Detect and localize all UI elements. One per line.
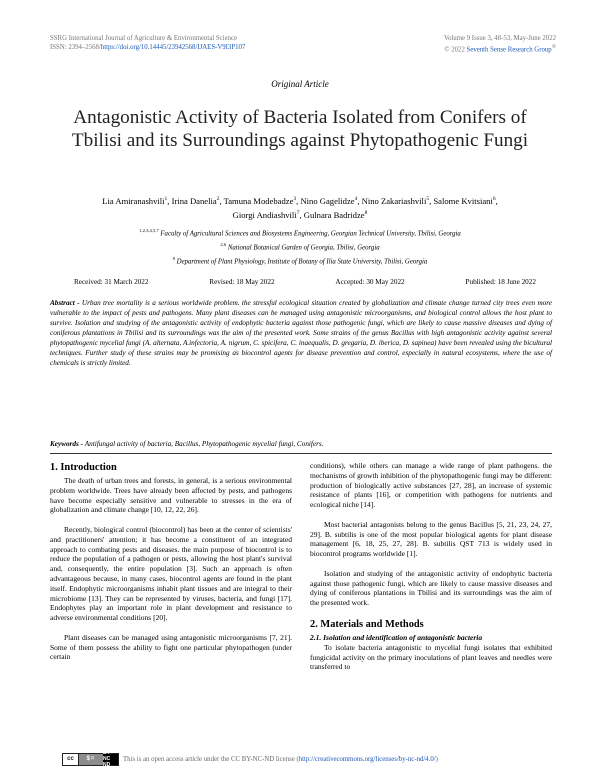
body-column-left <box>50 461 292 662</box>
registered-mark: ® <box>551 44 556 50</box>
copyright-line <box>444 43 556 54</box>
body-column-right <box>310 461 552 672</box>
author: Giorgi Andiashvili$^7$, <box>232 209 304 220</box>
license-link[interactable]: http://creativecommons.org/licenses/by-nc-nd/4.0/ <box>298 755 436 763</box>
issn: ISSN: 2394–2568/ <box>50 44 101 51</box>
license-footer <box>62 752 562 766</box>
introduction-heading: 1. Introduction <box>50 462 117 473</box>
revised-date: Revised: 18 May 2022 <box>209 278 275 286</box>
abstract <box>50 298 552 368</box>
abstract-text: Urban tree mortality is a serious worldwide problem. the stressful ecological situation created by globalization and climate change turned city trees even more vulnerable to the impact of pests and pathogens. Many plant diseases can be managed using antagonistic microorganisms, and biological control allows the host plant to survive. Isolation and studying of the antagonistic activity of endophytic bacteria against those pathogenic fungi, which are likely to cause massive diseases and dying of coniferous plantations in Tbilisi and its surroundings was the aim of the presented work. Some strains of the genus Bacillus with high antagonistic activity against several phytopathogenic mycelial fungi (A. alternata, A.infectoria, A. nigrum, C. spicifera, C. inaequalis, D. gregaria, D. iberica, D. sapinea) have been revealed using the bicultural techniques. Further study of these strains may be promising as biocontrol agents for disease prevention and control, especially in natural ecosystems, where the use of chemicals is strictly limited. <box>50 299 552 367</box>
publisher-name: Seventh Sense Research Group <box>466 46 552 54</box>
publication-dates <box>50 278 560 286</box>
journal-header-right <box>444 34 556 54</box>
author: Nino Zakariashvili$^5$, <box>361 195 434 206</box>
methods-subheading: 2.1. Isolation and identification of antagonistic bacteria <box>310 632 483 642</box>
methods-heading: 2. Materials and Methods <box>310 618 424 630</box>
affiliations <box>40 226 560 267</box>
author: Salome Kvitsiani$^6$, <box>433 195 498 206</box>
author: Lia Amiranashvili$^1$, <box>102 195 172 206</box>
paragraph: Recently, biological control (biocontrol) has been at the center of scientists' and practitioners' attention; it has become a constituent of an integrated approach to combating pests and diseases. the main purpose of biocontrol is to reduce the population of a pathogen or pests, allowing the host plant's survival and, consequently, the entire population [3]. Such an approach is often advantageous because, in many cases, biocontrol agents are found in the plant itself. Endophytic microorganisms inhabit plant tissues and are integral to their microbiome [13]. They can be represented by viruses, bacteria, and fungi [17]. Endophytes play an important role in plant development and resistance to adverse environmental conditions [20]. <box>50 524 292 623</box>
paragraph: conditions), while others can manage a wide range of plant pathogens. the mechanisms of growth inhibition of the phytopathogenic fungi may be different: production of biologically active substances [27, 28], an increase of systemic resistance of plants [16], or competition with pathogens for nutrients and ecological niche [14]. <box>310 461 552 510</box>
issn-doi-line <box>50 43 245 52</box>
volume-info: Volume 9 Issue 3, 48-53, May-June 2022 <box>443 35 556 42</box>
section-divider <box>50 453 552 454</box>
journal-name: SSRG International Journal of Agriculture & Environmental Science <box>50 35 238 42</box>
keywords <box>50 439 552 449</box>
nc-nd-icon: $= <box>79 754 103 765</box>
author-list <box>40 193 560 221</box>
author: Tamuna Modebadze$^3$, <box>223 195 301 206</box>
accepted-date: Accepted: 30 May 2022 <box>335 278 405 286</box>
affiliation-item: $^8$ Department of Plant Physiology, Institute of Botany of Ilia State University, Tbilisi, Georgia <box>172 255 428 265</box>
cc-icon: cc <box>63 754 79 765</box>
author: Nino Gagelidze$^4$, <box>300 195 362 206</box>
paragraph: Plant diseases can be managed using antagonistic microorganisms [7, 21]. Some of them possess the ability to fight one particular phytopathogen (under certain <box>50 632 292 662</box>
license-text: This is an open access article under the CC BY-NC-ND license ( <box>123 755 299 763</box>
doi-link[interactable]: https://doi.org/10.14445/23942568/IJAES-V9I3P107 <box>100 44 246 51</box>
received-date: Received: 31 March 2022 <box>74 278 149 286</box>
keywords-text: Antifungal activity of bacteria, Bacillus, Phytopathogenic mycelial fungi, Conifers. <box>84 440 324 448</box>
author: Irina Danelia$^2$, <box>171 195 224 206</box>
journal-header-left <box>50 34 245 52</box>
paragraph: To isolate bacteria antagonistic to mycelial fungi isolates that exhibited fungicidal activity on the primary inoculations of plant leaves and needles were transferred to <box>310 642 552 672</box>
affiliation-item: $^{2,6}$ National Botanical Garden of Georgia, Tbilisi, Georgia <box>220 241 380 252</box>
license-text-end: ) <box>435 755 438 763</box>
published-date: Published: 18 June 2022 <box>465 278 536 286</box>
affiliation-item: $^{1,2,3,4,5,7}$ Faculty of Agricultural Sciences and Biosystems Engineering, Georgian Technical University, Tbilisi, Georgia <box>139 228 461 238</box>
article-title: Antagonistic Activity of Bacteria Isolated from Conifers of Tbilisi and its Surroundings against Phytopathogenic Fungi <box>71 107 529 151</box>
abstract-label: Abstract - <box>50 299 82 307</box>
article-type: Original Article <box>271 79 329 89</box>
author: Gulnara Badridze$^8$ <box>303 209 368 220</box>
paragraph: Most bacterial antagonists belong to the genus Bacillus [5, 21, 23, 24, 27, 29]. B. subtilis is one of the most popular biological agents for plant disease management [6, 18, 25, 27, 28]. B. subtilis QST 713 is widely used in biocontrol programs worldwide [1]. <box>310 519 552 559</box>
paragraph: The death of urban trees and forests, in general, is a serious environmental problem worldwide. Trees have already been affected by pests, and pathogens have become especially sensitive and vulnerable to stresses in the era of globalization and climate change [10, 12, 22, 26]. <box>50 476 292 515</box>
copyright-prefix: © 2022 <box>444 46 467 54</box>
by-nc-nd-label: BY NC ND <box>103 754 118 765</box>
keywords-label: Keywords - <box>50 440 85 448</box>
paragraph: Isolation and studying of the antagonistic activity of endophytic bacteria against those pathogenic fungi, which are likely to cause massive diseases and dying of coniferous plantations in Tbilisi and its surroundings was the aim of the presented work. <box>310 568 552 608</box>
cc-license-badge[interactable] <box>62 750 119 768</box>
